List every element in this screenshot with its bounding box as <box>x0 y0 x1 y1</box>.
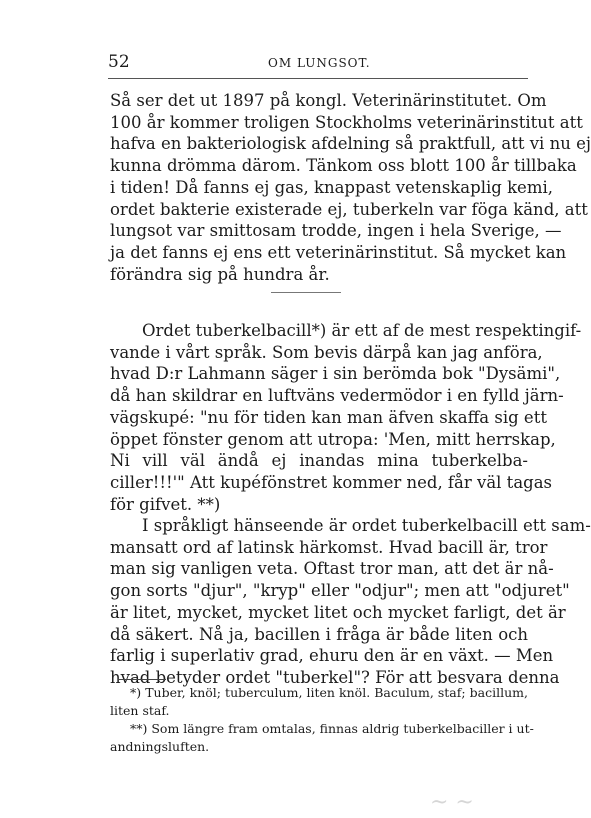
section-divider <box>271 292 341 293</box>
running-head: OM LUNGSOT. <box>268 56 371 70</box>
scan-watermark-mark: ~ ~ <box>430 790 474 815</box>
text-line: hafva en bakteriologisk afdelning så praktfull, att vi nu ej <box>110 134 591 154</box>
text-line: 100 år kommer troligen Stockholms veterinärinstitut att <box>110 112 583 132</box>
text-line: vägskupé: "nu för tiden kan man äfven skaffa sig ett <box>110 407 547 427</box>
text-line: man sig vanligen veta. Oftast tror man, att det är nå- <box>110 559 554 579</box>
text-line: förändra sig på hundra år. <box>110 264 330 284</box>
text-line: ja det fanns ej ens ett veterinärinstitut. Så mycket kan <box>110 242 567 262</box>
footnote-line: liten staf. <box>110 703 170 718</box>
paragraph-2 <box>110 320 582 515</box>
footnote-line: andningsluften. <box>110 739 210 754</box>
footnotes <box>110 684 534 756</box>
text-line: är litet, mycket, mycket litet och mycket farligt, det är <box>110 602 566 622</box>
text-line: vande i vårt språk. Som bevis därpå kan jag anföra, <box>110 342 543 362</box>
page-number: 52 <box>108 52 130 72</box>
text-line: då säkert. Nå ja, bacillen i fråga är både liten och <box>110 624 528 644</box>
text-line: för gifvet. **) <box>110 494 221 514</box>
footnote-line: **) Som längre fram omtalas, finnas aldrig tuberkelbaciller i ut- <box>130 721 534 736</box>
text-line: farlig i superlativ grad, ehuru den är en växt. — Men <box>110 646 554 666</box>
text-line: ordet bakterie existerade ej, tuberkeln var föga känd, att <box>110 199 588 219</box>
text-line: mansatt ord af latinsk härkomst. Hvad bacill är, tror <box>110 537 548 557</box>
text-line: kunna drömma därom. Tänkom oss blott 100 år tillbaka <box>110 156 577 176</box>
text-line: Ni vill väl ändå ej inandas mina tuberkelba- <box>110 451 528 471</box>
text-line: ciller!!!'" Att kupéfönstret kommer ned, får väl tagas <box>110 472 553 492</box>
footnote-line: *) Tuber, knöl; tuberculum, liten knöl. Baculum, staf; bacillum, <box>130 685 528 700</box>
text-line: Ordet tuberkelbacill*) är ett af de mest respektingif- <box>142 321 582 340</box>
text-line: då han skildrar en luftväns vedermödor i en fylld järn- <box>110 386 564 406</box>
text-line: i tiden! Då fanns ej gas, knappast vetenskaplig kemi, <box>110 177 553 197</box>
text-line: I språkligt hänseende är ordet tuberkelbacill ett sam- <box>142 516 591 535</box>
footnote-divider <box>118 679 166 680</box>
text-line: hvad D:r Lahmann säger i sin berömda bok "Dysämi", <box>110 364 561 384</box>
text-line: gon sorts "djur", "kryp" eller "odjur"; men att "odjuret" <box>110 581 570 601</box>
text-line: öppet fönster genom att utropa: 'Men, mitt herrskap, <box>110 429 556 449</box>
paragraph-3 <box>110 515 591 689</box>
text-line: lungsot var smittosam trodde, ingen i hela Sverige, — <box>110 221 562 241</box>
paragraph-1 <box>110 90 591 285</box>
text-line: hvad betyder ordet "tuberkel"? För att besvara denna <box>110 667 560 687</box>
text-line: Så ser det ut 1897 på kongl. Veterinärinstitutet. Om <box>110 91 547 110</box>
page-header <box>108 48 528 79</box>
